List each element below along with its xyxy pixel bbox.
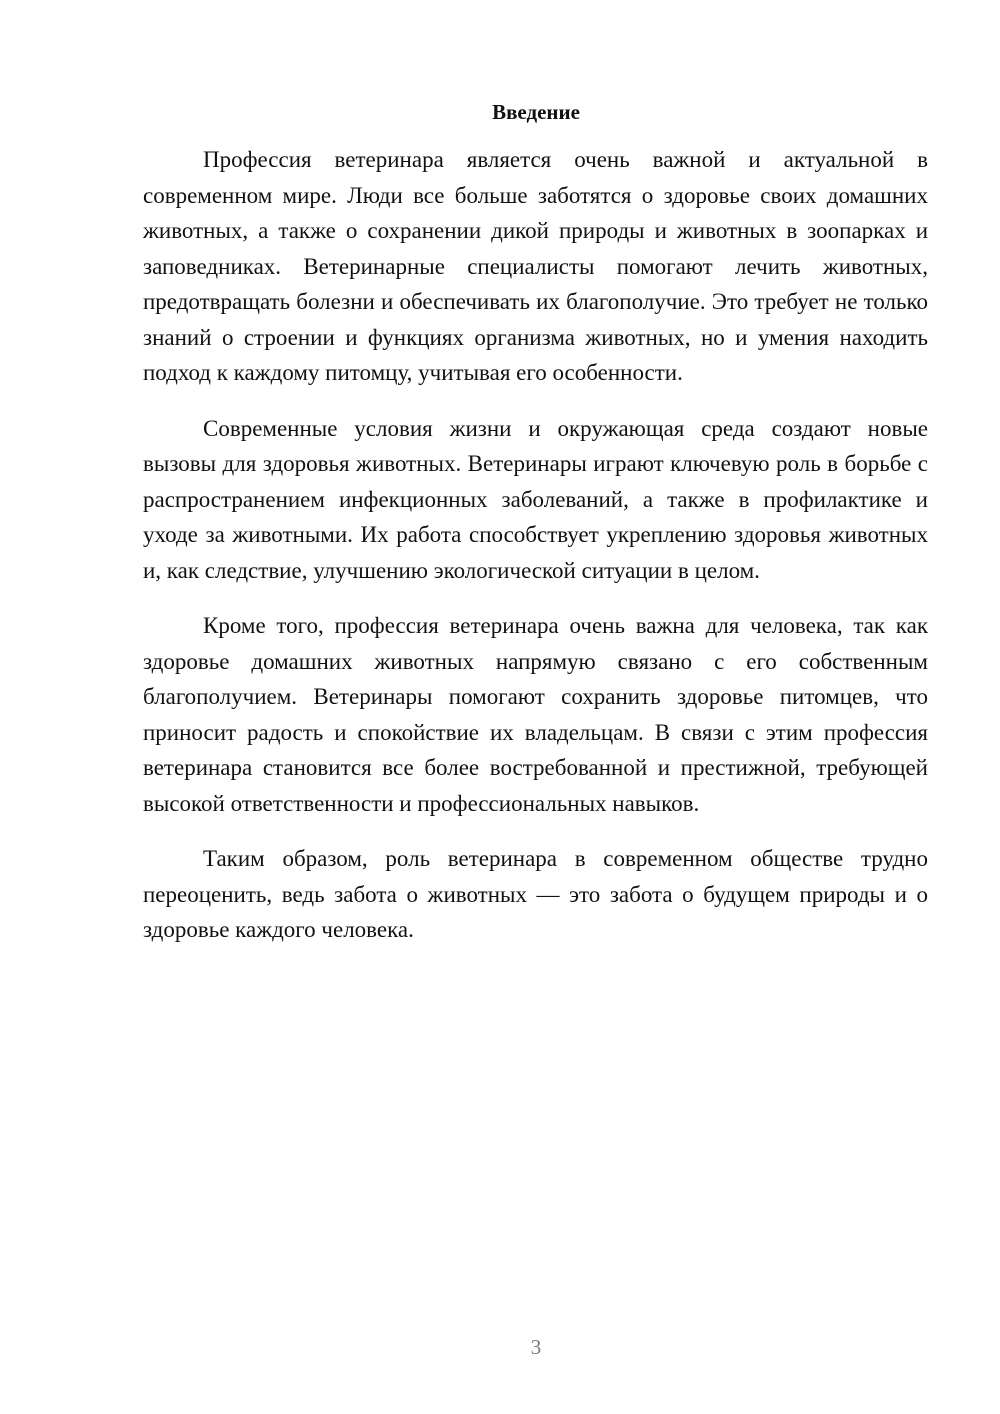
- page-number: 3: [530, 1335, 542, 1359]
- paragraph-2: Современные условия жизни и окружающая среда создают новые вызовы для здоровья животных. Ветеринары играют ключевую роль в борьбе с распространением инфекционных заболеваний, а также в профилактике и уходе за животными. Их работа способствует укреплению здоровья животных и, как следствие, улучшению экологической ситуации в целом.: [143, 415, 928, 583]
- body-text: [143, 142, 928, 968]
- section-heading: Введение: [492, 100, 580, 124]
- paragraph-1: Профессия ветеринара является очень важной и актуальной в современном мире. Люди все больше заботятся о здоровье своих домашних животных, а также о сохранении дикой природы и животных в зоопарках и заповедниках. Ветеринарные специалисты помогают лечить животных, предотвращать болезни и обеспечивать их благополучие. Это требует не только знаний о строении и функциях организма животных, но и умения находить подход к каждому питомцу, учитывая его особенности.: [143, 147, 928, 385]
- paragraph-3: Кроме того, профессия ветеринара очень важна для человека, так как здоровье домашних животных напрямую связано с его собственным благополучием. Ветеринары помогают сохранить здоровье питомцев, что приносит радость и спокойствие их владельцам. В связи с этим профессия ветеринара становится все более востребованной и престижной, требующей высокой ответственности и профессиональных навыков.: [143, 613, 928, 816]
- paragraph-4: Таким образом, роль ветеринара в современном обществе трудно переоценить, ведь забота о животных — это забота о будущем природы и о здоровье каждого человека.: [143, 846, 928, 942]
